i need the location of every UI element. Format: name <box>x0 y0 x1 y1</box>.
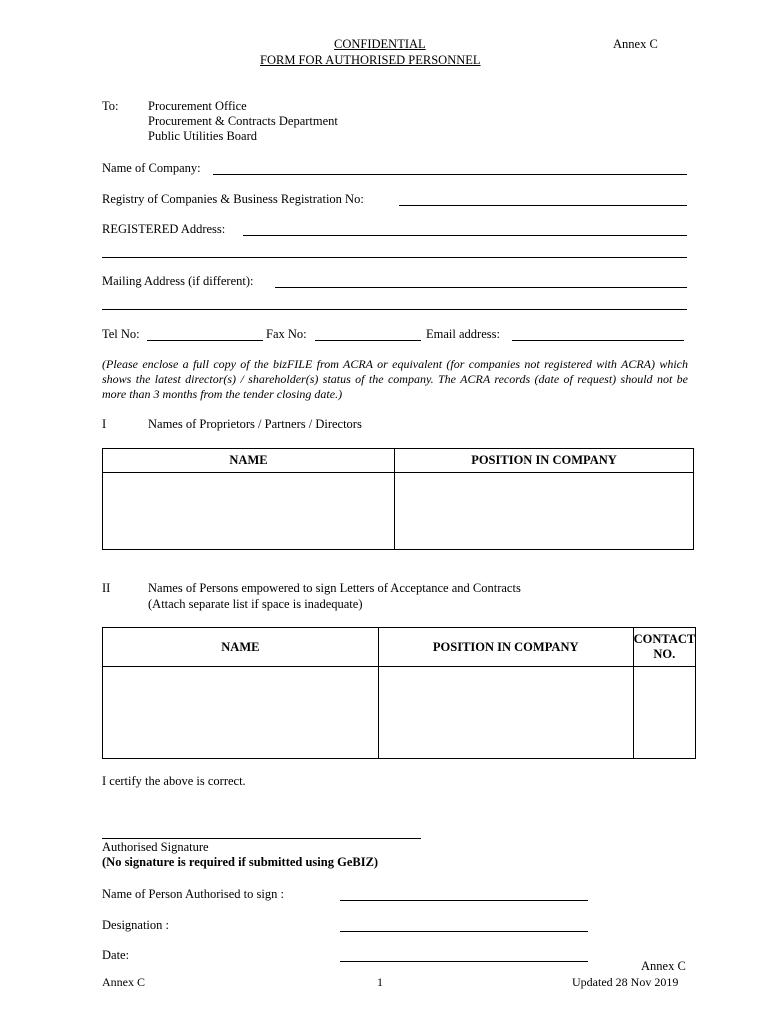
signatories-header-contact: CONTACT NO. <box>633 628 695 667</box>
mailing-address-line-1[interactable] <box>275 287 687 288</box>
footer-page-number: 1 <box>377 975 383 989</box>
designation-label: Designation : <box>102 918 170 932</box>
signatories-header-name: NAME <box>103 628 379 667</box>
email-label: Email address: <box>426 327 500 341</box>
registration-no-line[interactable] <box>399 205 687 206</box>
acra-note: (Please enclose a full copy of the bizFILE from ACRA or equivalent (for companies not registered with ACRA) which shows the latest director(s) / shareholder(s) status of the company. The ACRA records (date of request) should not be more than 3 months from the tender closing date.) <box>102 357 688 401</box>
to-label: To: <box>102 99 119 113</box>
registration-no-label: Registry of Companies & Business Registration No: <box>102 192 364 206</box>
signature-note: (No signature is required if submitted using GeBIZ) <box>102 855 379 869</box>
signatories-name-cell[interactable] <box>103 667 379 759</box>
signatories-contact-cell[interactable] <box>633 667 695 759</box>
to-line-3: Public Utilities Board <box>148 129 258 143</box>
section-1-number: I <box>102 417 107 431</box>
signature-label: Authorised Signature <box>102 840 209 854</box>
directors-header-position: POSITION IN COMPANY <box>395 449 694 473</box>
company-name-line[interactable] <box>213 174 687 175</box>
to-line-2: Procurement & Contracts Department <box>148 114 338 128</box>
fax-line[interactable] <box>315 340 421 341</box>
to-line-1: Procurement Office <box>148 99 247 113</box>
fax-label: Fax No: <box>266 327 307 341</box>
certify-statement: I certify the above is correct. <box>102 774 246 788</box>
directors-name-cell[interactable] <box>103 473 395 550</box>
date-label: Date: <box>102 948 130 962</box>
section-2-number: II <box>102 581 111 595</box>
annex-label-top: Annex C <box>613 37 658 51</box>
authorised-person-label: Name of Person Authorised to sign : <box>102 887 284 901</box>
signatories-position-cell[interactable] <box>378 667 633 759</box>
directors-header-name: NAME <box>103 449 395 473</box>
company-name-label: Name of Company: <box>102 161 201 175</box>
signatories-header-position: POSITION IN COMPANY <box>378 628 633 667</box>
directors-position-cell[interactable] <box>395 473 694 550</box>
tel-line[interactable] <box>147 340 263 341</box>
mailing-address-label: Mailing Address (if different): <box>102 274 254 288</box>
footer-updated-date: Updated 28 Nov 2019 <box>572 975 679 989</box>
form-title: FORM FOR AUTHORISED PERSONNEL <box>260 53 481 67</box>
section-2-subtitle: (Attach separate list if space is inadequate) <box>148 597 363 611</box>
annex-label-bottom: Annex C <box>641 959 686 973</box>
date-line[interactable] <box>340 961 588 962</box>
footer-annex: Annex C <box>102 975 145 989</box>
email-line[interactable] <box>512 340 684 341</box>
form-classification: CONFIDENTIAL <box>334 37 426 51</box>
signatories-table <box>102 627 696 759</box>
authorised-person-line[interactable] <box>340 900 588 901</box>
registered-address-label: REGISTERED Address: <box>102 222 226 236</box>
designation-line[interactable] <box>340 931 588 932</box>
registered-address-line-1[interactable] <box>243 235 687 236</box>
mailing-address-line-2[interactable] <box>102 309 687 310</box>
directors-table <box>102 448 694 550</box>
signature-line[interactable] <box>102 838 421 839</box>
registered-address-line-2[interactable] <box>102 257 687 258</box>
section-1-title: Names of Proprietors / Partners / Directors <box>148 417 362 431</box>
section-2-title: Names of Persons empowered to sign Letters of Acceptance and Contracts <box>148 581 521 595</box>
tel-label: Tel No: <box>102 327 140 341</box>
